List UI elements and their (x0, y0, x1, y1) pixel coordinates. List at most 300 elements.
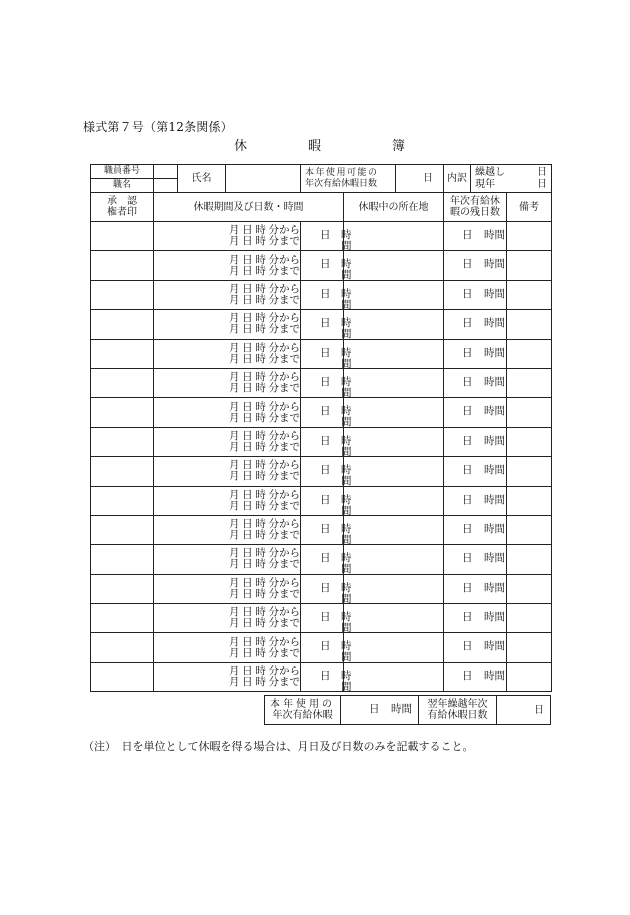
location-cell[interactable] (344, 515, 444, 544)
used-leave-label (265, 696, 341, 725)
remaining-day-unit: 日 (462, 434, 473, 447)
remarks-cell[interactable] (507, 633, 552, 662)
until-month: 月 (229, 411, 240, 424)
duration-hour-unit: 時間 (341, 493, 352, 517)
available-leave-days[interactable]: 日 (396, 165, 444, 193)
period-cell[interactable] (154, 545, 301, 574)
from-day: 日 (242, 635, 253, 648)
from-minute: 分から (268, 282, 301, 295)
from-month: 月 (229, 224, 240, 237)
location-cell[interactable] (344, 457, 444, 486)
from-hour: 時 (255, 488, 266, 501)
used-hour-unit: 時間 (391, 703, 412, 715)
until-day: 日 (242, 440, 253, 453)
duration-day-unit: 日 (320, 493, 331, 506)
from-minute: 分から (268, 400, 301, 413)
duration-cell[interactable] (301, 662, 352, 693)
remaining-day-unit: 日 (462, 493, 473, 506)
until-day: 日 (242, 499, 253, 512)
remaining-days-cell[interactable] (444, 427, 507, 456)
duration-hour-unit: 時間 (341, 669, 352, 693)
leave-row (91, 368, 552, 397)
from-month: 月 (229, 253, 240, 266)
until-minute: 分まで (268, 646, 301, 659)
approver-seal-cell[interactable] (91, 398, 154, 427)
remaining-days-cell[interactable] (444, 457, 507, 486)
until-hour: 時 (255, 558, 266, 571)
until-minute: 分まで (268, 470, 301, 483)
until-month: 月 (229, 440, 240, 453)
from-day: 日 (242, 576, 253, 589)
from-minute: 分から (268, 488, 301, 501)
leave-row (91, 633, 552, 662)
remaining-hour-unit: 時間 (484, 669, 506, 682)
location-cell[interactable] (344, 339, 444, 368)
approver-seal-cell[interactable] (91, 280, 154, 309)
leave-row (91, 604, 552, 633)
duration-hour-unit: 時間 (341, 464, 352, 488)
approver-seal-cell[interactable] (91, 574, 154, 603)
carryover-label: 繰越し (475, 166, 506, 178)
duration-hour-unit: 時間 (341, 552, 352, 576)
duration-cell[interactable] (301, 574, 352, 605)
from-minute: 分から (268, 459, 301, 472)
remaining-hour-unit: 時間 (484, 434, 506, 447)
leave-register-table (90, 164, 552, 692)
duration-cell[interactable] (301, 310, 352, 341)
from-minute: 分から (268, 547, 301, 560)
from-month: 月 (229, 488, 240, 501)
remaining-days-cell[interactable] (444, 604, 507, 633)
until-day: 日 (242, 529, 253, 542)
from-month: 月 (229, 665, 240, 678)
duration-cell[interactable] (301, 398, 352, 429)
from-minute: 分から (268, 312, 301, 325)
duration-day-unit: 日 (320, 669, 331, 682)
duration-cell[interactable] (301, 633, 352, 664)
remaining-hour-unit: 時間 (484, 375, 506, 388)
location-cell[interactable] (344, 310, 444, 339)
until-minute: 分まで (268, 293, 301, 306)
period-from-line (154, 402, 300, 413)
period-until-line (154, 413, 300, 424)
leave-row (91, 457, 552, 486)
location-cell[interactable] (344, 604, 444, 633)
until-hour: 時 (255, 382, 266, 395)
title-char-3: 簿 (392, 139, 406, 154)
approver-seal-cell[interactable] (91, 457, 154, 486)
until-day: 日 (242, 382, 253, 395)
period-until-line (154, 501, 300, 512)
remaining-days-cell[interactable] (444, 662, 507, 691)
remarks-cell[interactable] (507, 368, 552, 397)
staff-number-label: 職員番号 (91, 165, 154, 179)
period-cell[interactable] (154, 368, 301, 397)
from-day: 日 (242, 488, 253, 501)
from-month: 月 (229, 459, 240, 472)
until-minute: 分まで (268, 676, 301, 689)
until-hour: 時 (255, 440, 266, 453)
from-day: 日 (242, 518, 253, 531)
until-minute: 分まで (268, 382, 301, 395)
remaining-hour-unit: 時間 (484, 611, 506, 624)
remarks-cell[interactable] (507, 280, 552, 309)
period-cell[interactable] (154, 222, 301, 251)
from-month: 月 (229, 547, 240, 560)
carryover-line[interactable] (471, 167, 551, 179)
period-cell[interactable] (154, 457, 301, 486)
location-cell[interactable] (344, 545, 444, 574)
from-hour: 時 (255, 606, 266, 619)
post-field[interactable] (154, 179, 178, 193)
until-hour: 時 (255, 470, 266, 483)
from-hour: 時 (255, 459, 266, 472)
duration-cell[interactable] (301, 604, 352, 635)
until-minute: 分まで (268, 529, 301, 542)
period-cell[interactable] (154, 280, 301, 309)
from-minute: 分から (268, 224, 301, 237)
period-until-line (154, 559, 300, 570)
duration-hour-unit: 時間 (341, 522, 352, 546)
until-day: 日 (242, 470, 253, 483)
remaining-hour-unit: 時間 (484, 522, 506, 535)
until-minute: 分まで (268, 411, 301, 424)
column-header-row (91, 193, 552, 222)
period-until-line (154, 677, 300, 688)
remaining-hour-unit: 時間 (484, 405, 506, 418)
until-hour: 時 (255, 529, 266, 542)
from-day: 日 (242, 665, 253, 678)
remarks-cell[interactable] (507, 457, 552, 486)
from-month: 月 (229, 518, 240, 531)
until-month: 月 (229, 293, 240, 306)
duration-cell[interactable] (301, 457, 352, 488)
until-minute: 分まで (268, 323, 301, 336)
leave-row (91, 662, 552, 691)
current-year-line[interactable] (471, 179, 551, 191)
until-day: 日 (242, 352, 253, 365)
duration-day-unit: 日 (320, 317, 331, 330)
remarks-cell[interactable] (507, 310, 552, 339)
duration-hour-unit: 時間 (341, 581, 352, 605)
approver-seal-cell[interactable] (91, 486, 154, 515)
approver-seal-cell[interactable] (91, 633, 154, 662)
from-hour: 時 (255, 371, 266, 384)
from-month: 月 (229, 312, 240, 325)
page-title (220, 135, 440, 153)
available-leave-line1: 本年使用可能の (305, 167, 379, 178)
duration-cell[interactable] (301, 339, 352, 370)
until-hour: 時 (255, 646, 266, 659)
period-until-line (154, 383, 300, 394)
until-day: 日 (242, 264, 253, 277)
duration-hour-unit: 時間 (341, 287, 352, 311)
period-until-line (154, 648, 300, 659)
duration-day-unit: 日 (320, 405, 331, 418)
approver-header (91, 193, 154, 222)
remaining-hour-unit: 時間 (484, 346, 506, 359)
period-cell[interactable] (154, 398, 301, 427)
approver-seal-cell[interactable] (91, 222, 154, 251)
remaining-days-cell[interactable] (444, 222, 507, 251)
remaining-day-unit: 日 (462, 611, 473, 624)
duration-hour-unit: 時間 (341, 229, 352, 252)
until-month: 月 (229, 529, 240, 542)
from-month: 月 (229, 371, 240, 384)
remarks-cell[interactable] (507, 339, 552, 368)
until-day: 日 (242, 676, 253, 689)
approver-seal-cell[interactable] (91, 251, 154, 280)
remaining-day-unit: 日 (462, 375, 473, 388)
breakdown-label: 内訳 (444, 165, 471, 193)
remaining-days-cell[interactable] (444, 398, 507, 427)
remaining-days-cell[interactable] (444, 339, 507, 368)
duration-hour-unit: 時間 (341, 375, 352, 399)
approver-header-line1: 承 認 (107, 196, 137, 207)
leave-row (91, 515, 552, 544)
period-cell[interactable] (154, 486, 301, 515)
until-minute: 分まで (268, 587, 301, 600)
period-until-line (154, 442, 300, 453)
name-field[interactable] (226, 165, 301, 193)
title-char-1: 休 (234, 139, 248, 154)
from-month: 月 (229, 282, 240, 295)
staff-number-field[interactable] (154, 165, 178, 179)
location-cell[interactable] (344, 662, 444, 691)
until-minute: 分まで (268, 499, 301, 512)
remaining-days-line2: 暇の残日数 (450, 207, 501, 218)
duration-hour-unit: 時間 (341, 258, 352, 282)
remaining-days-cell[interactable] (444, 310, 507, 339)
location-cell[interactable] (344, 486, 444, 515)
remaining-days-cell[interactable] (444, 574, 507, 603)
breakdown-values (471, 165, 552, 193)
until-month: 月 (229, 676, 240, 689)
used-leave-value[interactable] (341, 696, 419, 725)
remaining-days-cell[interactable] (444, 486, 507, 515)
duration-cell[interactable] (301, 545, 352, 576)
from-month: 月 (229, 341, 240, 354)
until-month: 月 (229, 470, 240, 483)
remarks-cell[interactable] (507, 545, 552, 574)
used-day-unit: 日 (369, 703, 380, 715)
remarks-cell[interactable] (507, 515, 552, 544)
approver-seal-cell[interactable] (91, 545, 154, 574)
carry-next-value[interactable]: 日 (497, 696, 551, 725)
leave-row (91, 222, 552, 251)
duration-day-unit: 日 (320, 552, 331, 565)
remaining-day-unit: 日 (462, 229, 473, 241)
period-cell[interactable] (154, 662, 301, 691)
footnote: （注） 日を単位として休暇を得る場合は、月日及び日数のみを記載すること。 (83, 740, 474, 753)
location-cell[interactable] (344, 251, 444, 280)
approver-seal-cell[interactable] (91, 427, 154, 456)
until-minute: 分まで (268, 352, 301, 365)
period-header: 休暇期間及び日数・時間 (154, 193, 344, 222)
location-cell[interactable] (344, 427, 444, 456)
leave-row (91, 545, 552, 574)
used-leave-line1: 本年使用の (270, 699, 335, 710)
remaining-day-unit: 日 (462, 287, 473, 300)
remaining-days-line1: 年次有給休 (450, 196, 501, 207)
period-cell[interactable] (154, 574, 301, 603)
approver-seal-cell[interactable] (91, 339, 154, 368)
duration-day-unit: 日 (320, 611, 331, 624)
remaining-day-unit: 日 (462, 552, 473, 565)
period-cell[interactable] (154, 633, 301, 662)
from-hour: 時 (255, 635, 266, 648)
from-month: 月 (229, 635, 240, 648)
from-day: 日 (242, 547, 253, 560)
remaining-days-cell[interactable] (444, 515, 507, 544)
period-from-line (154, 637, 300, 648)
remarks-cell[interactable] (507, 574, 552, 603)
period-cell[interactable] (154, 515, 301, 544)
period-until-line (154, 530, 300, 541)
duration-cell[interactable] (301, 368, 352, 399)
duration-cell[interactable] (301, 427, 352, 458)
from-minute: 分から (268, 518, 301, 531)
leave-row (91, 427, 552, 456)
period-cell[interactable] (154, 604, 301, 633)
from-hour: 時 (255, 341, 266, 354)
until-month: 月 (229, 235, 240, 248)
period-until-line (154, 354, 300, 365)
from-hour: 時 (255, 547, 266, 560)
until-hour: 時 (255, 499, 266, 512)
remaining-days-cell[interactable] (444, 251, 507, 280)
location-cell[interactable] (344, 574, 444, 603)
name-label: 氏名 (178, 165, 226, 193)
duration-day-unit: 日 (320, 287, 331, 300)
remaining-day-unit: 日 (462, 464, 473, 477)
remaining-days-cell[interactable] (444, 633, 507, 662)
approver-seal-cell[interactable] (91, 662, 154, 691)
remaining-hour-unit: 時間 (484, 464, 506, 477)
duration-day-unit: 日 (320, 258, 331, 271)
until-hour: 時 (255, 235, 266, 248)
remarks-cell[interactable] (507, 251, 552, 280)
from-day: 日 (242, 341, 253, 354)
until-hour: 時 (255, 264, 266, 277)
remaining-hour-unit: 時間 (484, 317, 506, 330)
from-day: 日 (242, 371, 253, 384)
duration-cell[interactable] (301, 222, 352, 252)
from-hour: 時 (255, 400, 266, 413)
from-minute: 分から (268, 576, 301, 589)
until-month: 月 (229, 587, 240, 600)
duration-day-unit: 日 (320, 464, 331, 477)
from-day: 日 (242, 224, 253, 237)
period-from-line (154, 255, 300, 266)
until-minute: 分まで (268, 264, 301, 277)
until-day: 日 (242, 293, 253, 306)
approver-seal-cell[interactable] (91, 515, 154, 544)
remaining-days-cell[interactable] (444, 280, 507, 309)
period-cell[interactable] (154, 251, 301, 280)
from-minute: 分から (268, 253, 301, 266)
carry-next-line1: 翌年繰越年次 (427, 699, 488, 710)
until-day: 日 (242, 587, 253, 600)
period-until-line (154, 589, 300, 600)
remarks-cell[interactable] (507, 222, 552, 251)
from-month: 月 (229, 400, 240, 413)
from-day: 日 (242, 253, 253, 266)
remarks-cell[interactable] (507, 604, 552, 633)
location-cell[interactable] (344, 222, 444, 251)
until-minute: 分まで (268, 558, 301, 571)
remarks-cell[interactable] (507, 427, 552, 456)
location-cell[interactable] (344, 280, 444, 309)
remarks-cell[interactable] (507, 662, 552, 691)
until-day: 日 (242, 411, 253, 424)
remaining-days-cell[interactable] (444, 368, 507, 397)
until-month: 月 (229, 617, 240, 630)
duration-cell[interactable] (301, 515, 352, 546)
from-minute: 分から (268, 606, 301, 619)
location-cell[interactable] (344, 368, 444, 397)
until-minute: 分まで (268, 235, 301, 248)
carry-next-label (419, 696, 497, 725)
duration-cell[interactable] (301, 486, 352, 517)
remaining-days-cell[interactable] (444, 545, 507, 574)
remaining-hour-unit: 時間 (484, 640, 506, 653)
duration-cell[interactable] (301, 280, 352, 311)
approver-seal-cell[interactable] (91, 368, 154, 397)
remaining-day-unit: 日 (462, 669, 473, 682)
summary-table (264, 695, 551, 725)
form-number: 様式第７号（第12条関係） (83, 120, 233, 134)
approver-header-line2: 権者印 (107, 207, 137, 218)
location-cell[interactable] (344, 633, 444, 662)
duration-cell[interactable] (301, 251, 352, 282)
remaining-days-header (444, 193, 507, 222)
available-leave-line2: 年次有給休暇日数 (305, 178, 378, 189)
until-hour: 時 (255, 676, 266, 689)
remaining-day-unit: 日 (462, 258, 473, 271)
remarks-cell[interactable] (507, 398, 552, 427)
period-cell[interactable] (154, 427, 301, 456)
approver-seal-cell[interactable] (91, 310, 154, 339)
until-hour: 時 (255, 587, 266, 600)
summary-table-wrap (264, 695, 551, 725)
from-hour: 時 (255, 282, 266, 295)
leave-row (91, 310, 552, 339)
until-minute: 分まで (268, 617, 301, 630)
from-minute: 分から (268, 635, 301, 648)
until-hour: 時 (255, 352, 266, 365)
from-hour: 時 (255, 224, 266, 237)
until-month: 月 (229, 264, 240, 277)
remarks-cell[interactable] (507, 486, 552, 515)
from-minute: 分から (268, 665, 301, 678)
duration-day-unit: 日 (320, 581, 331, 594)
from-day: 日 (242, 400, 253, 413)
period-cell[interactable] (154, 310, 301, 339)
leave-row (91, 486, 552, 515)
location-header: 休暇中の所在地 (344, 193, 444, 222)
from-month: 月 (229, 576, 240, 589)
from-hour: 時 (255, 518, 266, 531)
period-cell[interactable] (154, 339, 301, 368)
leave-register-form (90, 164, 552, 692)
remaining-hour-unit: 時間 (484, 581, 506, 594)
remaining-hour-unit: 時間 (484, 287, 506, 300)
carryover-day-unit: 日 (537, 166, 548, 178)
until-day: 日 (242, 235, 253, 248)
approver-seal-cell[interactable] (91, 604, 154, 633)
location-cell[interactable] (344, 398, 444, 427)
